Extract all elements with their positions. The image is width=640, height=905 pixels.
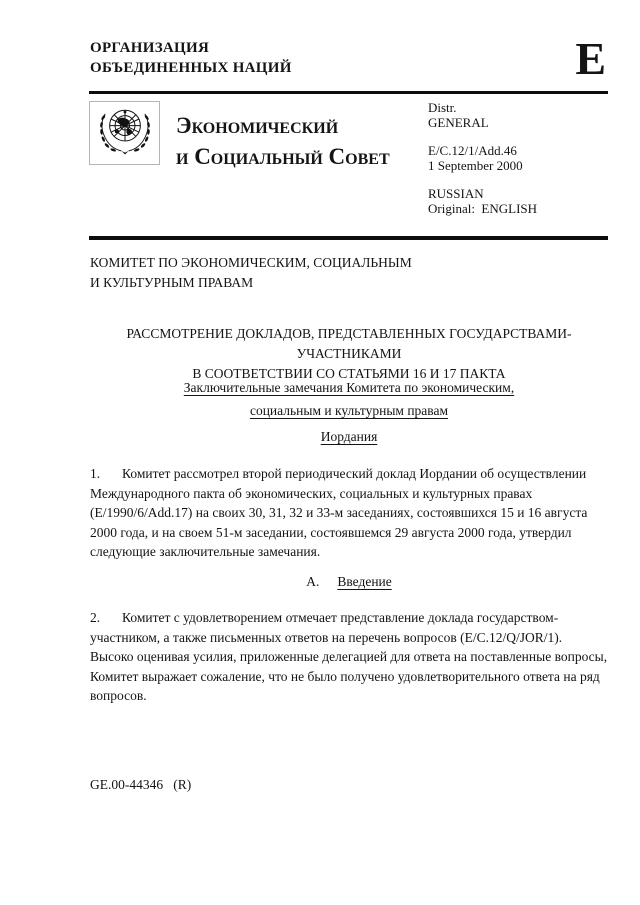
paragraph-1-number: 1. xyxy=(90,466,101,481)
document-subtitle xyxy=(90,377,608,422)
organization-name-line2: ОБЪЕДИНЕННЫХ НАЦИЙ xyxy=(90,60,292,76)
document-symbol: E/C.12/1/Add.46 xyxy=(428,143,517,158)
committee-name-line1: КОМИТЕТ ПО ЭКОНОМИЧЕСКИМ, СОЦИАЛЬНЫМ xyxy=(90,255,412,270)
document-reference-footer: GE.00-44346 (R) xyxy=(90,777,192,792)
document-language: RUSSIAN xyxy=(428,186,484,201)
paragraph-2-number: 2. xyxy=(90,610,101,625)
un-emblem-icon xyxy=(94,103,156,164)
paragraph-1 xyxy=(90,464,608,562)
council-name-line1: Экономический xyxy=(176,113,339,138)
document-symbol-group xyxy=(428,143,537,173)
distr-value: GENERAL xyxy=(428,115,489,130)
document-title xyxy=(90,324,608,384)
country-heading: Иордания xyxy=(320,429,378,444)
paragraph-2-text: Комитет с удовлетворением отмечает представление доклада государством-участником, а также письменных ответов на перечень вопросов (E/C.12/Q/JOR/1). Высоко оценивая усилия, приложенные делегацией для ответа на поставленные вопросы, Комитет выражает сожаление, что не было получено удовлетворительного ответа на ряд вопросов. xyxy=(90,610,608,704)
document-subtitle-line1: Заключительные замечания Комитета по экономическим, xyxy=(183,380,515,395)
masthead-divider xyxy=(89,236,608,240)
distr-label: Distr. xyxy=(428,100,457,115)
country-heading-row xyxy=(90,429,608,445)
council-name-line2: и Социальный Совет xyxy=(176,144,390,169)
organization-name-line1: ОРГАНИЗАЦИЯ xyxy=(90,40,210,56)
header-divider xyxy=(89,91,608,94)
section-a-heading-row xyxy=(90,574,608,590)
section-a-heading: Введение xyxy=(337,574,392,589)
document-title-line1: РАССМОТРЕНИЕ ДОКЛАДОВ, ПРЕДСТАВЛЕННЫХ ГОСУДАРСТВАМИ-УЧАСТНИКАМИ xyxy=(126,326,572,361)
paragraph-1-text: Комитет рассмотрел второй периодический доклад Иордании об осуществлении Международного пакта об экономических, социальных и культурных правах (E/1990/6/Add.17) на своих 30, 31, 32 и 33-м заседаниях, состоявшихся 15 и 16 августа 2000 года, и на своем 51-м заседании, состоявшемся 29 августа 2000 года, утвердил следующие заключительные замечания. xyxy=(90,466,588,560)
language-group xyxy=(428,186,537,216)
original-language: Original: ENGLISH xyxy=(428,201,538,216)
distribution-block xyxy=(428,100,537,229)
un-emblem-box xyxy=(89,101,160,165)
document-date: 1 September 2000 xyxy=(428,158,523,173)
committee-name-line2: И КУЛЬТУРНЫМ ПРАВАМ xyxy=(90,275,254,290)
document-series-letter: E xyxy=(575,33,606,84)
council-name xyxy=(176,110,390,172)
organization-name xyxy=(90,38,292,78)
committee-name xyxy=(90,253,412,293)
paragraph-2 xyxy=(90,608,608,706)
document-title-line2: В СООТВЕТСТВИИ СО СТАТЬЯМИ 16 И 17 ПАКТА xyxy=(192,366,506,381)
section-a-letter: A. xyxy=(306,574,320,589)
document-subtitle-line2: социальным и культурным правам xyxy=(249,402,449,418)
distribution-type xyxy=(428,100,537,130)
